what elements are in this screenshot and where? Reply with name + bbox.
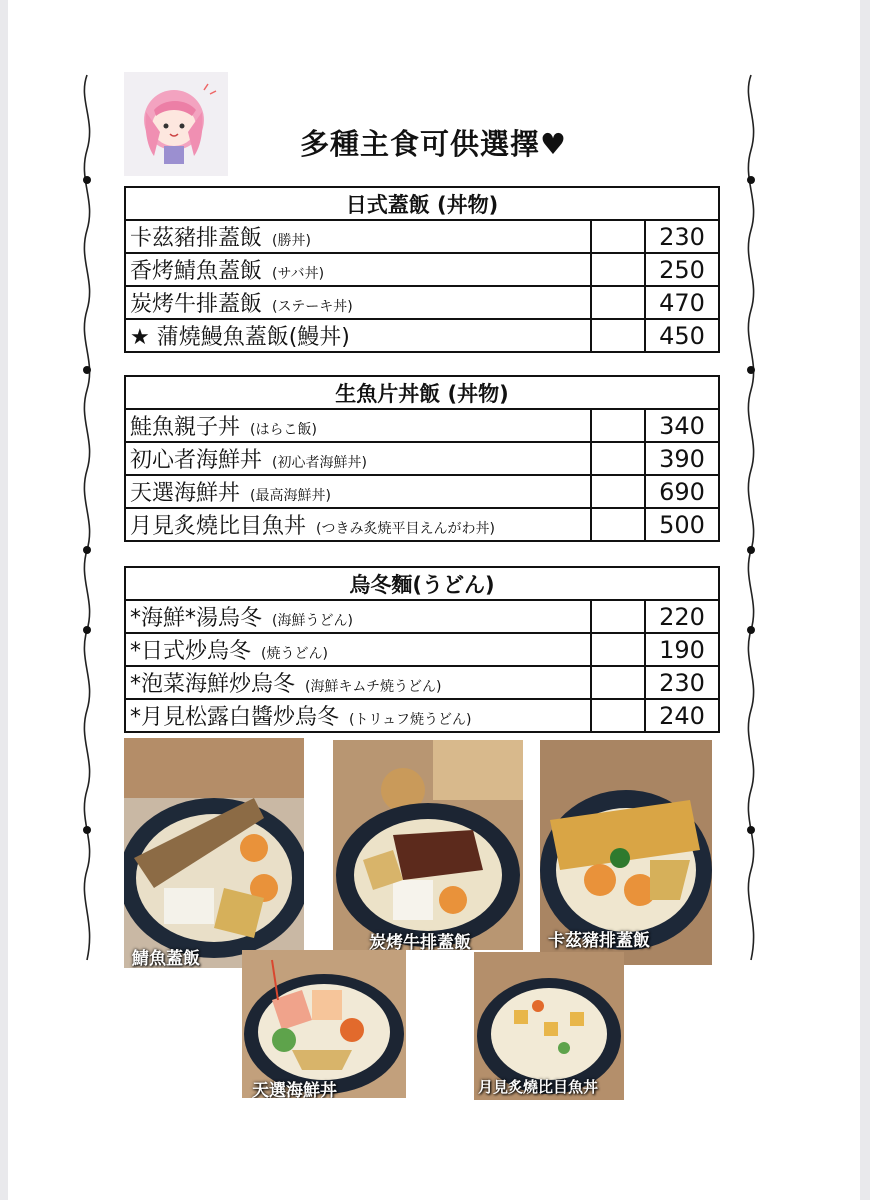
item-name: *日式炒烏冬 xyxy=(130,639,252,664)
menu-row xyxy=(125,253,719,286)
item-name: 初心者海鮮丼 xyxy=(130,448,263,473)
empty-cell xyxy=(591,409,645,442)
photo-caption: 天選海鮮丼 xyxy=(252,1081,337,1098)
section-header: 日式蓋飯 (丼物) xyxy=(125,187,719,220)
item-note: (初心者海鮮丼) xyxy=(272,455,367,471)
food-photo-pork-cutlet-bowl xyxy=(540,740,712,965)
item-note: (ステーキ丼) xyxy=(272,299,353,315)
item-note: (焼うどん) xyxy=(261,646,328,662)
item-note: (最高海鮮丼) xyxy=(250,488,331,504)
item-price: 220 xyxy=(645,600,719,633)
empty-cell xyxy=(591,666,645,699)
item-price: 340 xyxy=(645,409,719,442)
menu-row xyxy=(125,286,719,319)
menu-row xyxy=(125,666,719,699)
menu-row xyxy=(125,319,719,352)
empty-cell xyxy=(591,475,645,508)
item-price: 230 xyxy=(645,220,719,253)
empty-cell xyxy=(591,600,645,633)
item-name: 炭烤牛排蓋飯 xyxy=(130,292,263,317)
menu-row xyxy=(125,442,719,475)
item-price: 390 xyxy=(645,442,719,475)
photo-caption: 鯖魚蓋飯 xyxy=(132,949,200,968)
item-price: 240 xyxy=(645,699,719,732)
scroll-ornament-left xyxy=(76,70,98,970)
item-price: 500 xyxy=(645,508,719,541)
food-photo-seafood-bowl xyxy=(242,950,406,1098)
menu-section-sashimi xyxy=(124,375,720,542)
menu-section-udon xyxy=(124,566,720,733)
item-note: (サバ丼) xyxy=(272,266,325,282)
food-photo-flounder-bowl xyxy=(474,952,624,1100)
empty-cell xyxy=(591,319,645,352)
item-name: 月見炙燒比目魚丼 xyxy=(130,514,307,539)
photo-caption: 月見炙燒比目魚丼 xyxy=(478,1078,599,1096)
item-price: 450 xyxy=(645,319,719,352)
empty-cell xyxy=(591,286,645,319)
item-price: 690 xyxy=(645,475,719,508)
menu-row xyxy=(125,699,719,732)
item-note: (つきみ炙焼平目えんがわ丼) xyxy=(316,521,495,537)
menu-row xyxy=(125,633,719,666)
menu-row xyxy=(125,409,719,442)
section-header: 烏冬麵(うどん) xyxy=(125,567,719,600)
item-name: ★ 蒲燒鰻魚蓋飯(鰻丼) xyxy=(130,325,350,350)
item-name: *海鮮*湯烏冬 xyxy=(130,606,263,631)
item-price: 250 xyxy=(645,253,719,286)
item-note: (トリュフ焼うどん) xyxy=(349,712,472,728)
item-price: 230 xyxy=(645,666,719,699)
page-title: 多種主食可供選擇♥ xyxy=(300,127,567,161)
photo-caption: 卡茲豬排蓋飯 xyxy=(548,931,650,951)
menu-section-donburi xyxy=(124,186,720,353)
empty-cell xyxy=(591,508,645,541)
menu-row xyxy=(125,508,719,541)
item-note: (勝丼) xyxy=(272,233,311,249)
food-photo-steak-bowl xyxy=(333,740,523,950)
item-name: 卡茲豬排蓋飯 xyxy=(130,226,263,251)
empty-cell xyxy=(591,220,645,253)
food-photo-mackerel-bowl xyxy=(124,738,304,968)
item-name: 鮭魚親子丼 xyxy=(130,415,241,440)
item-name: *月見松露白醬炒烏冬 xyxy=(130,705,340,730)
empty-cell xyxy=(591,633,645,666)
item-name: *泡菜海鮮炒烏冬 xyxy=(130,672,296,697)
section-header: 生魚片丼飯 (丼物) xyxy=(125,376,719,409)
anime-girl-avatar xyxy=(124,72,228,176)
item-price: 190 xyxy=(645,633,719,666)
item-note: (はらこ飯) xyxy=(250,422,317,438)
empty-cell xyxy=(591,442,645,475)
item-name: 天選海鮮丼 xyxy=(130,481,241,506)
item-note: (海鮮キムチ焼うどん) xyxy=(305,679,442,695)
photo-caption: 炭烤牛排蓋飯 xyxy=(369,933,471,950)
menu-row xyxy=(125,600,719,633)
empty-cell xyxy=(591,699,645,732)
menu-row xyxy=(125,475,719,508)
item-name: 香烤鯖魚蓋飯 xyxy=(130,259,263,284)
empty-cell xyxy=(591,253,645,286)
menu-row xyxy=(125,220,719,253)
item-note: (海鮮うどん) xyxy=(272,613,353,629)
scroll-ornament-right xyxy=(740,70,762,970)
item-price: 470 xyxy=(645,286,719,319)
